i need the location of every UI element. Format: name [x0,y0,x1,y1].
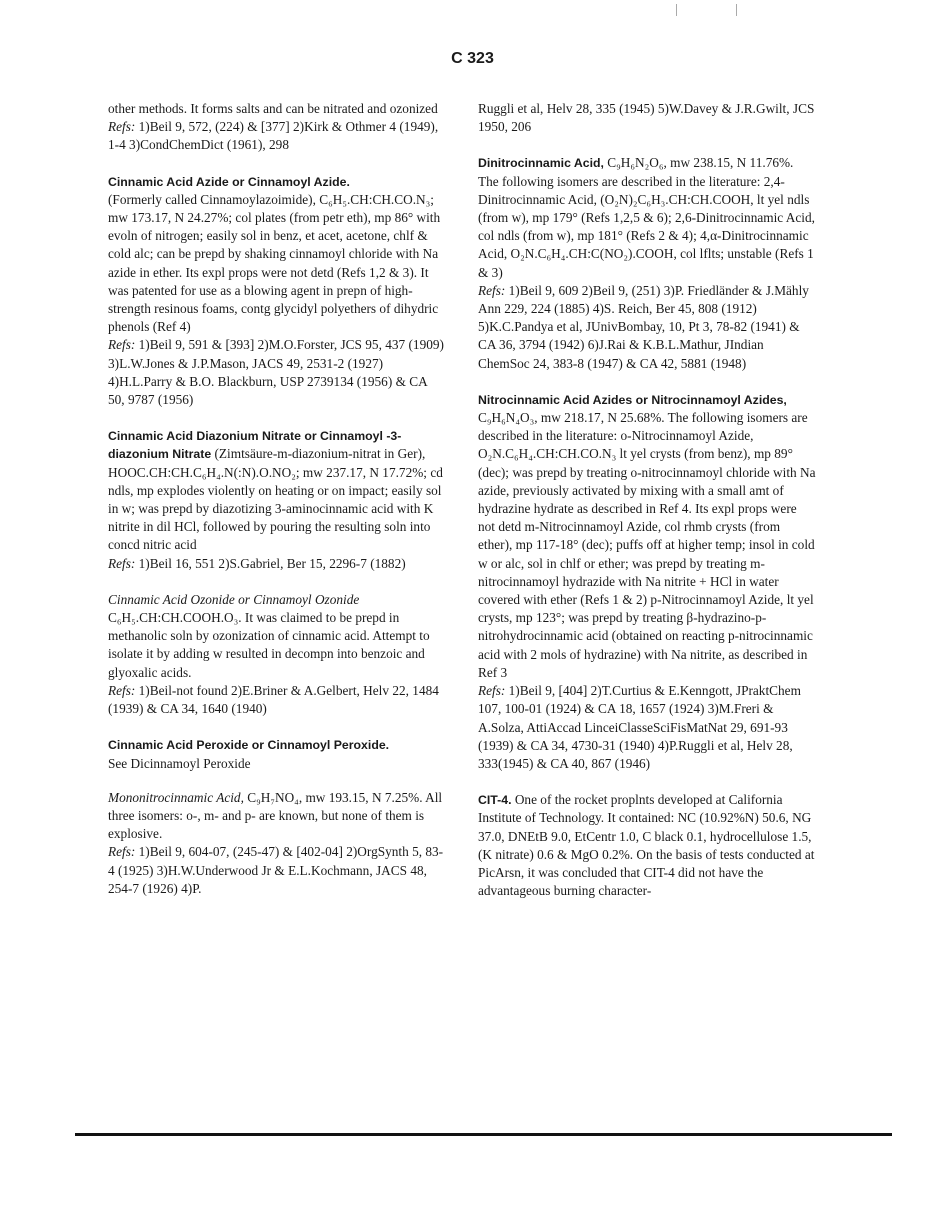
entry-title: CIT-4. [478,793,512,808]
entry-nitrocinnamic-acid-azides [478,391,816,773]
refs-text: 1)Beil 9, 604-07, (245-47) & [402-04] 2)OrgSynth 5, 83-4 (1925) 3)H.W.Underwood Jr & E.L.Kochmann, JACS 48, 254-7 (1926) 4)P. [108,844,444,896]
scan-mark [676,4,677,16]
refs-label: Refs: [478,683,506,699]
body-text: One of the rocket proplnts developed at California Institute of Technology. It contained: NC (10.92%N) 50.6, NG 37.0, DNEtB 9.0, EtCentr 1.0, C black 0.1, hydrocellulose 1.5, (K nitrate) 0.6 & MgO 0.2%. On the basis of tests conducted at PicArsn, it was concluded that CIT-4 did not have the advantageous burning character- [478,792,815,899]
refs-label: Refs: [108,337,136,353]
entry-title: Cinnamic Acid Peroxide or Cinnamoyl Peroxide. [108,738,390,753]
body-text: Ruggli et al, Helv 28, 335 (1945) 5)W.Davey & J.R.Gwilt, JCS 1950, 206 [478,101,815,135]
refs-text: 1)Beil 9, 609 2)Beil 9, (251) 3)P. Friedländer & J.Mähly Ann 229, 224 (1885) 4)S. Reich, Ber 45, 808 (1912) 5)K.C.Pandya et al, JUnivBombay, 10, Pt 3, 78-82 (1941) & CA 36, 3794 (1942) 6)J.Rai & K.B.L.Mathur, JIndian ChemSoc 24, 383-8 (1947) & CA 42, 5881 (1948) [478,282,809,371]
body-text: (Formerly called Cinnamoylazoimide), C₆H₅.CH:CH.CO.N₃; mw 173.17, N 24.27%; col plates (from petr eth), mp 86° with evoln of nitrogen; easily sol in benz, et acet, acetone, chlf & cold alc; can be prepd by shaking cinnamoyl chloride with Na azide in ether. Its expl props were not detd (Refs 1,2 & 3). It was patented for use as a blowing agent in prepn of high-strength resinous foams, contg glycidyl polyethers of dihydric phenols (Ref 4) [108,191,441,335]
entry-title: Nitrocinnamic Acid Azides or Nitrocinnamoyl Azides, [478,392,787,407]
entry-dinitrocinnamic-acid [478,154,816,372]
refs-text: 1)Beil-not found 2)E.Briner & A.Gelbert, Helv 22, 1484 (1939) & CA 34, 1640 (1940) [108,682,439,717]
refs-text: 1)Beil 16, 551 2)S.Gabriel, Ber 15, 2296-7 (1882) [138,555,406,571]
refs-label: Refs: [108,555,136,571]
refs-text: 1)Beil 9, [404] 2)T.Curtius & E.Kenngott, JPraktChem 107, 100-01 (1924) & CA 18, 1657 (1924) 3)M.Freri & A.Solza, AttiAccad LinceiClasseSciFisMatNat 29, 691-93 (1939) & CA 34, 4730-31 (1940) 4)P.Ruggli et al, Helv 28, 333(1945) & CA 40, 867 (1946) [478,683,801,771]
body-text: C₆H₅.CH:CH.COOH.O₃. It was claimed to be prepd in methanolic soln by ozonization of cinnamic acid. Attempt to isolate it by adding w resulted in decompn into benzoic and glyoxalic acids. [108,610,430,680]
refs-label: Refs: [478,282,506,298]
body-text: C₉H₆N₄O₃, mw 218.17, N 25.68%. The following isomers are described in the literature: o-Nitrocinnamoyl Azide, O₂N.C₆H₄.CH:CH.CO.N₃ lt yel crysts (from benz), mp 89° (dec); was prepd by treating o-nitrocinnamoyl chloride with Na azide, previously activated by mixing with a small amt of hydrazine hydrate as described in Ref 4. Its expl props were not detd m-Nitrocinnamoyl Azide, col rhmb crysts (from ether), mp 117-18° (dec); puffs off at higher temp; insol in cold w or alc, sol in chlf or ether; was prepd by treating m-nitrocinnamoyl hydrazide with Na nitrite + HCl in water covered with ether (Refs 1 & 2) p-Nitrocinnamoyl Azide, lt yel crysts, mp 123°; was prepd by treating β-hydrazino-p-nitrohydrocinnamic acid (obtained on reacting p-nitrocinnamic acid with 2 mols of hydrazine) with Na nitrite, as described in Ref 3 [478,410,816,680]
paragraph [478,100,816,136]
left-column [108,100,446,916]
page-number: C 323 [451,50,494,67]
entry-cinnamic-acid-azide [108,173,446,410]
entry-mononitrocinnamic-acid [108,789,446,898]
body-text: C₉H₆N₂O₆, mw 238.15, N 11.76%. The following isomers are described in the literature: 2,4-Dinitrocinnamic Acid, (O₂N)₂C₆H₃.CH:CH.COOH, lt yel ndls (from w), mp 179° (Refs 1,2,5 & 6); 2,6-Dinitrocinnamic Acid, col ndls (from w), mp 181° (Refs 2 & 4); 4,α-Dinitrocinnamic Acid, O₂N.C₆H₄.CH:C(NO₂).COOH, col lflts; unstable (Refs 1 & 3) [478,155,815,280]
body-text: See Dicinnamoyl Peroxide [108,755,251,771]
refs-label: Refs: [108,844,136,860]
paragraph [108,100,446,155]
entry-title: Cinnamic Acid Diazonium Nitrate or Cinnamoyl -3-diazonium Nitrate [108,429,402,462]
refs-label: Refs: [108,119,136,135]
entry-cit-4 [478,791,816,900]
refs-text: 1)Beil 9, 591 & [393] 2)M.O.Forster, JCS 95, 437 (1909) 3)L.W.Jones & J.P.Mason, JACS 49, 2531-2 (1927) 4)H.L.Parry & B.O. Blackburn, USP 2739134 (1956) & CA 50, 9787 (1956) [108,337,444,408]
entry-cinnamic-acid-peroxide [108,736,446,772]
right-column [478,100,816,918]
refs-text: 1)Beil 9, 572, (224) & [377] 2)Kirk & Othmer 4 (1949), 1-4 3)CondChemDict (1961), 298 [108,119,439,153]
entry-title: Cinnamic Acid Azide or Cinnamoyl Azide. [108,174,350,189]
entry-title: Mononitrocinnamic Acid, [108,789,244,805]
entry-cinnamic-acid-diazonium-nitrate [108,427,446,573]
refs-label: Refs: [108,682,136,698]
entry-title: Dinitrocinnamic Acid, [478,156,604,171]
body-text: (Zimtsäure-m-diazonium-nitrat in Ger), HOOC.CH:CH.C₆H₄.N(:N).O.NO₂; mw 237.17, N 17.72%; cd ndls, mp explodes violently on heating or on impact; easily sol in w; was prepd by diazotizing 3-aminocinnamic acid with K nitrite in dil HCl, followed by pouring the resulting soln into concd nitric acid [108,446,443,553]
body-text: other methods. It forms salts and can be nitrated and ozonized [108,101,438,116]
scan-mark [736,4,737,16]
body-text: C₉H₇NO₄, mw 193.15, N 7.25%. All three isomers: o-, m- and p- are known, but none of them is explosive. [108,789,443,842]
entry-title: Cinnamic Acid Ozonide or Cinnamoyl Ozonide [108,591,360,607]
page-footer-rule [75,1133,892,1136]
entry-cinnamic-acid-ozonide [108,591,446,718]
